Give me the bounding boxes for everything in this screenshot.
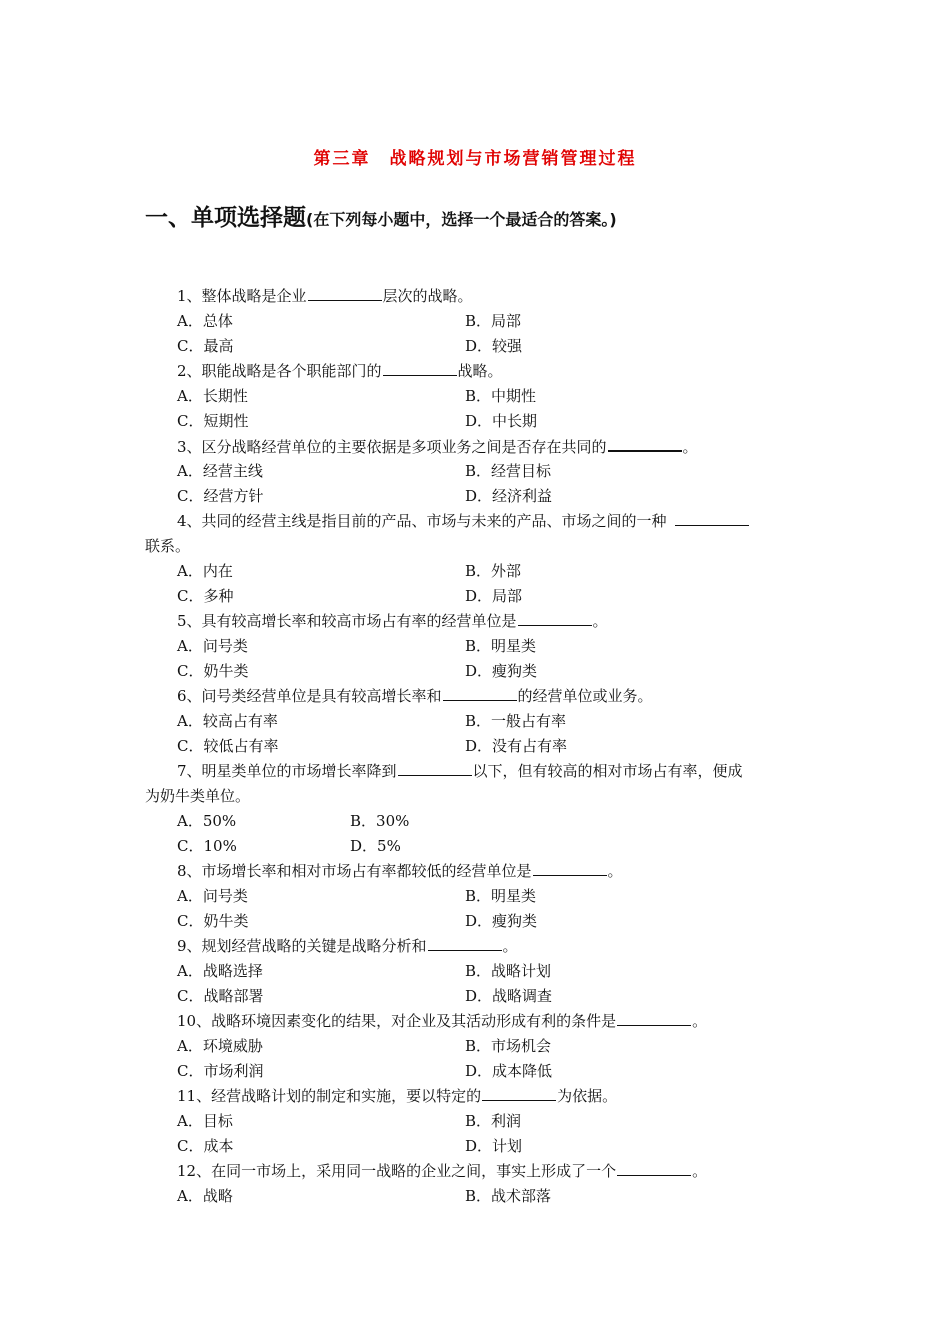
question-continuation: 联系。 xyxy=(145,537,191,555)
option-d[interactable]: D．计划 xyxy=(465,1137,523,1155)
option-row xyxy=(145,1134,810,1159)
option-row xyxy=(145,1059,810,1084)
answer-blank xyxy=(443,684,517,701)
answer-blank xyxy=(308,284,382,301)
option-row xyxy=(145,1184,810,1209)
option-row xyxy=(145,834,810,859)
question-text: 5、具有较高增长率和较高市场占有率的经营单位是 xyxy=(177,612,517,630)
question-5 xyxy=(145,609,810,634)
option-a[interactable]: A．战略 xyxy=(177,1187,233,1205)
option-a[interactable]: A．长期性 xyxy=(177,387,248,405)
option-b[interactable]: B．市场机会 xyxy=(465,1037,552,1055)
option-c[interactable]: C．较低占有率 xyxy=(177,737,279,755)
question-text: 3、区分战略经营单位的主要依据是多项业务之间是否存在共同的 xyxy=(177,438,607,456)
option-c[interactable]: C．多种 xyxy=(177,587,234,605)
option-row xyxy=(145,959,810,984)
option-c[interactable]: C．短期性 xyxy=(177,412,249,430)
question-text: 9、规划经营战略的关键是战略分析和 xyxy=(177,937,427,955)
option-d[interactable]: D．战略调查 xyxy=(465,987,553,1005)
question-7 xyxy=(145,759,810,784)
option-c[interactable]: C．奶牛类 xyxy=(177,662,249,680)
chapter-title: 第三章 战略规划与市场营销管理过程 xyxy=(313,149,637,169)
option-c[interactable]: C．奶牛类 xyxy=(177,912,249,930)
option-row xyxy=(145,709,810,734)
question-text-end: 为依据。 xyxy=(557,1087,618,1105)
question-text: 11、经营战略计划的制定和实施，要以特定的 xyxy=(177,1087,482,1105)
option-row xyxy=(145,659,810,684)
option-row xyxy=(145,884,810,909)
option-b[interactable]: B．明星类 xyxy=(465,887,537,905)
option-a[interactable]: A．50% xyxy=(177,812,237,830)
question-text-end: 。 xyxy=(692,1162,708,1180)
option-b[interactable]: B．利润 xyxy=(465,1112,522,1130)
option-c[interactable]: C．战略部署 xyxy=(177,987,264,1005)
question-1 xyxy=(145,284,810,309)
option-row xyxy=(145,409,810,434)
question-text-end: 。 xyxy=(592,612,608,630)
answer-blank xyxy=(675,509,749,526)
option-c[interactable]: C．成本 xyxy=(177,1137,234,1155)
option-a[interactable]: A．问号类 xyxy=(177,887,248,905)
option-c[interactable]: C．10% xyxy=(177,837,237,855)
option-row xyxy=(145,734,810,759)
answer-blank xyxy=(608,434,682,452)
section-note: (在下列每小题中，选择一个最适合的答案。) xyxy=(306,210,617,229)
question-text: 6、问号类经营单位是具有较高增长率和 xyxy=(177,687,442,705)
option-b[interactable]: B．明星类 xyxy=(465,637,537,655)
option-d[interactable]: D．成本降低 xyxy=(465,1062,553,1080)
question-4 xyxy=(145,509,810,534)
option-row xyxy=(145,484,810,509)
option-a[interactable]: A．内在 xyxy=(177,562,233,580)
section-heading: 一、单项选择题 xyxy=(145,205,306,231)
option-row xyxy=(145,984,810,1009)
option-b[interactable]: B．一般占有率 xyxy=(465,712,567,730)
option-row xyxy=(145,384,810,409)
question-text-end: 战略。 xyxy=(457,362,503,380)
question-text: 1、整体战略是企业 xyxy=(177,287,307,305)
question-2 xyxy=(145,359,810,384)
option-d[interactable]: D．瘦狗类 xyxy=(465,662,538,680)
option-a[interactable]: A．总体 xyxy=(177,312,233,330)
question-text-end: 层次的战略。 xyxy=(382,287,473,305)
option-row xyxy=(145,309,810,334)
option-row xyxy=(145,909,810,934)
option-c[interactable]: C．最高 xyxy=(177,337,234,355)
option-d[interactable]: D．较强 xyxy=(465,337,523,355)
option-row xyxy=(145,334,810,359)
answer-blank xyxy=(428,934,502,951)
option-d[interactable]: D．没有占有率 xyxy=(465,737,568,755)
question-6 xyxy=(145,684,810,709)
option-a[interactable]: A．目标 xyxy=(177,1112,233,1130)
question-text-end: 。 xyxy=(607,862,623,880)
answer-blank xyxy=(617,1009,691,1026)
option-a[interactable]: A．问号类 xyxy=(177,637,248,655)
option-d[interactable]: D．局部 xyxy=(465,587,523,605)
option-d[interactable]: D．中长期 xyxy=(465,412,538,430)
question-3 xyxy=(145,434,810,459)
option-b[interactable]: B．外部 xyxy=(465,562,522,580)
question-12 xyxy=(145,1159,810,1184)
answer-blank xyxy=(518,609,592,626)
answer-blank xyxy=(383,359,457,376)
question-text-end: 。 xyxy=(502,937,518,955)
question-text-end: 以下，但有较高的相对市场占有率，便成 xyxy=(472,762,743,780)
answer-blank xyxy=(398,759,472,776)
question-text: 8、市场增长率和相对市场占有率都较低的经营单位是 xyxy=(177,862,532,880)
option-d[interactable]: D．经济利益 xyxy=(465,487,553,505)
option-a[interactable]: A．战略选择 xyxy=(177,962,263,980)
option-b[interactable]: B．战术部落 xyxy=(465,1187,552,1205)
option-a[interactable]: A．经营主线 xyxy=(177,462,263,480)
question-9 xyxy=(145,934,810,959)
answer-blank xyxy=(482,1084,556,1101)
option-d[interactable]: D．瘦狗类 xyxy=(465,912,538,930)
option-row xyxy=(145,559,810,584)
question-8 xyxy=(145,859,810,884)
question-continuation: 为奶牛类单位。 xyxy=(145,787,251,805)
question-10 xyxy=(145,1009,810,1034)
question-text: 2、职能战略是各个职能部门的 xyxy=(177,362,382,380)
question-text: 10、战略环境因素变化的结果，对企业及其活动形成有利的条件是 xyxy=(177,1012,617,1030)
question-text-end: 的经营单位或业务。 xyxy=(517,687,653,705)
option-row xyxy=(145,584,810,609)
question-text: 12、在同一市场上，采用同一战略的企业之间，事实上形成了一个 xyxy=(177,1162,617,1180)
question-text-end: 。 xyxy=(692,1012,708,1030)
option-row xyxy=(145,809,810,834)
option-c[interactable]: C．市场利润 xyxy=(177,1062,264,1080)
option-a[interactable]: A．环境威胁 xyxy=(177,1037,263,1055)
option-row xyxy=(145,459,810,484)
option-row xyxy=(145,634,810,659)
option-b[interactable]: B．中期性 xyxy=(465,387,537,405)
question-text-end: 。 xyxy=(682,438,698,456)
question-list xyxy=(145,284,810,1209)
option-b[interactable]: B．战略计划 xyxy=(465,962,552,980)
option-row xyxy=(145,1109,810,1134)
option-row xyxy=(145,1034,810,1059)
question-11 xyxy=(145,1084,810,1109)
option-b[interactable]: B．经营目标 xyxy=(465,462,552,480)
option-d[interactable]: D．5% xyxy=(350,837,401,855)
option-a[interactable]: A．较高占有率 xyxy=(177,712,278,730)
option-b[interactable]: B．30% xyxy=(350,812,410,830)
answer-blank xyxy=(533,859,607,876)
section-title xyxy=(145,203,617,235)
question-text: 4、共同的经营主线是指目前的产品、市场与未来的产品、市场之间的一种 xyxy=(177,512,667,530)
option-b[interactable]: B．局部 xyxy=(465,312,522,330)
option-c[interactable]: C．经营方针 xyxy=(177,487,264,505)
answer-blank xyxy=(617,1159,691,1176)
question-text: 7、明星类单位的市场增长率降到 xyxy=(177,762,397,780)
